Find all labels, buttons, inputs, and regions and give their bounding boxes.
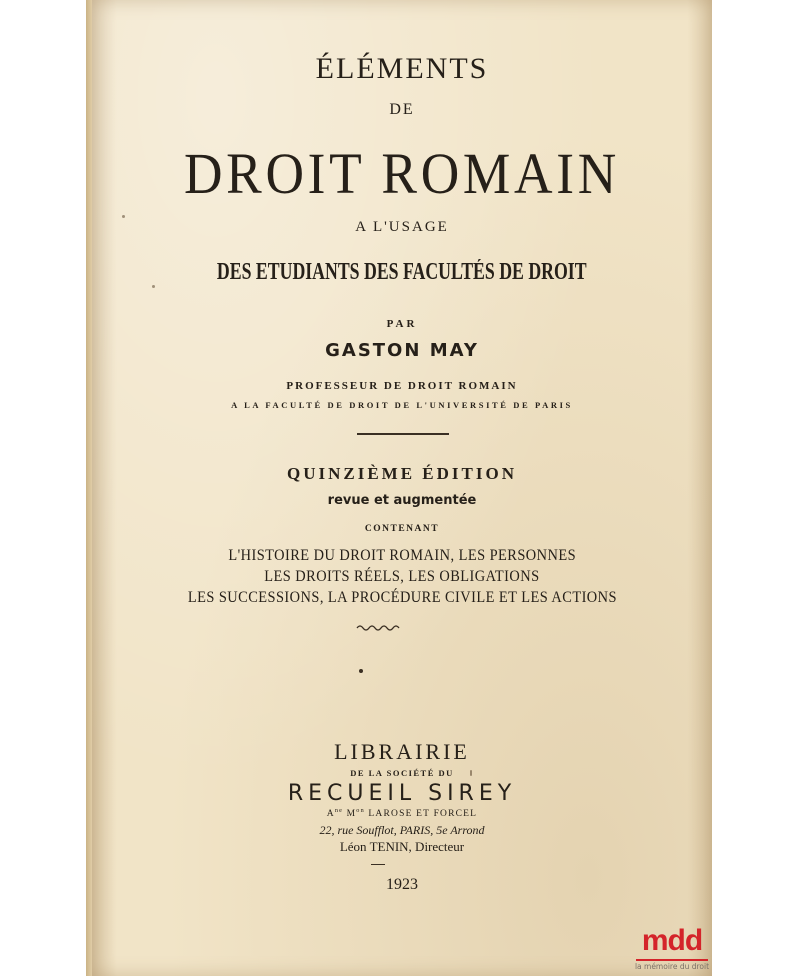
publisher-owners bbox=[92, 808, 712, 819]
publisher-name: LIBRAIRIE bbox=[334, 739, 470, 764]
ink-dot bbox=[359, 669, 363, 673]
paper-speck bbox=[470, 770, 472, 776]
divider-rule bbox=[357, 433, 449, 435]
watermark-logo bbox=[632, 924, 712, 974]
audience-line-text: DES ETUDIANTS DES FACULTÉS DE DROIT bbox=[217, 259, 587, 285]
contents-line-3 bbox=[92, 589, 712, 607]
publisher-society: DE LA SOCIÉTÉ DU bbox=[350, 768, 454, 778]
audience-line bbox=[92, 259, 712, 286]
edition-note: revue et augmentée bbox=[327, 493, 477, 508]
by-label: PAR bbox=[386, 318, 418, 330]
author-title: PROFESSEUR DE DROIT ROMAIN bbox=[286, 380, 518, 392]
owners-sup-1: ne bbox=[334, 808, 344, 814]
author-name bbox=[92, 340, 712, 361]
publisher-director: Léon TENIN, Directeur bbox=[339, 839, 465, 854]
contents-line-1 bbox=[92, 547, 712, 565]
logo-tagline: la mémoire du droit bbox=[634, 962, 710, 971]
publisher-recueil: RECUEIL SIREY bbox=[287, 781, 517, 806]
edition-line: QUINZIÈME ÉDITION bbox=[286, 464, 517, 483]
contents-line-1-text: L'HISTOIRE DU DROIT ROMAIN, LES PERSONNES bbox=[228, 547, 576, 564]
contents-line-2 bbox=[92, 568, 712, 586]
publisher-address: 22, rue Soufflot, PARIS, 5e Arrond bbox=[319, 823, 485, 837]
owners-suffix: LAROSE ET FORCEL bbox=[364, 809, 478, 820]
paper-speck bbox=[152, 285, 155, 288]
ornament-wave bbox=[356, 624, 402, 632]
logo-underline bbox=[636, 959, 708, 961]
main-title bbox=[92, 140, 712, 207]
owners-prefix: A bbox=[326, 809, 335, 820]
author-first-name: GASTON bbox=[325, 340, 422, 361]
title-line-elements: ÉLÉMENTS bbox=[315, 52, 489, 85]
usage-line: A L'USAGE bbox=[355, 219, 449, 235]
contents-line-2-text: LES DROITS RÉELS, LES OBLIGATIONS bbox=[264, 568, 540, 585]
author-last-name: MAY bbox=[429, 340, 479, 361]
publication-year: 1923 bbox=[386, 876, 418, 893]
paper-speck bbox=[122, 215, 125, 218]
owners-sup-2: on bbox=[356, 808, 365, 814]
title-line-de: DE bbox=[389, 101, 415, 118]
title-page bbox=[92, 0, 712, 976]
contents-line-3-text: LES SUCCESSIONS, LA PROCÉDURE CIVILE ET LES ACTIONS bbox=[187, 589, 617, 606]
small-divider bbox=[371, 864, 385, 865]
author-affiliation: A LA FACULTÉ DE DROIT DE L'UNIVERSITÉ DE PARIS bbox=[231, 400, 573, 410]
contents-label: CONTENANT bbox=[364, 524, 440, 534]
owners-mid: M bbox=[343, 809, 357, 820]
main-title-text: DROIT ROMAIN bbox=[184, 141, 620, 206]
logo-mark: mdd bbox=[641, 924, 703, 957]
